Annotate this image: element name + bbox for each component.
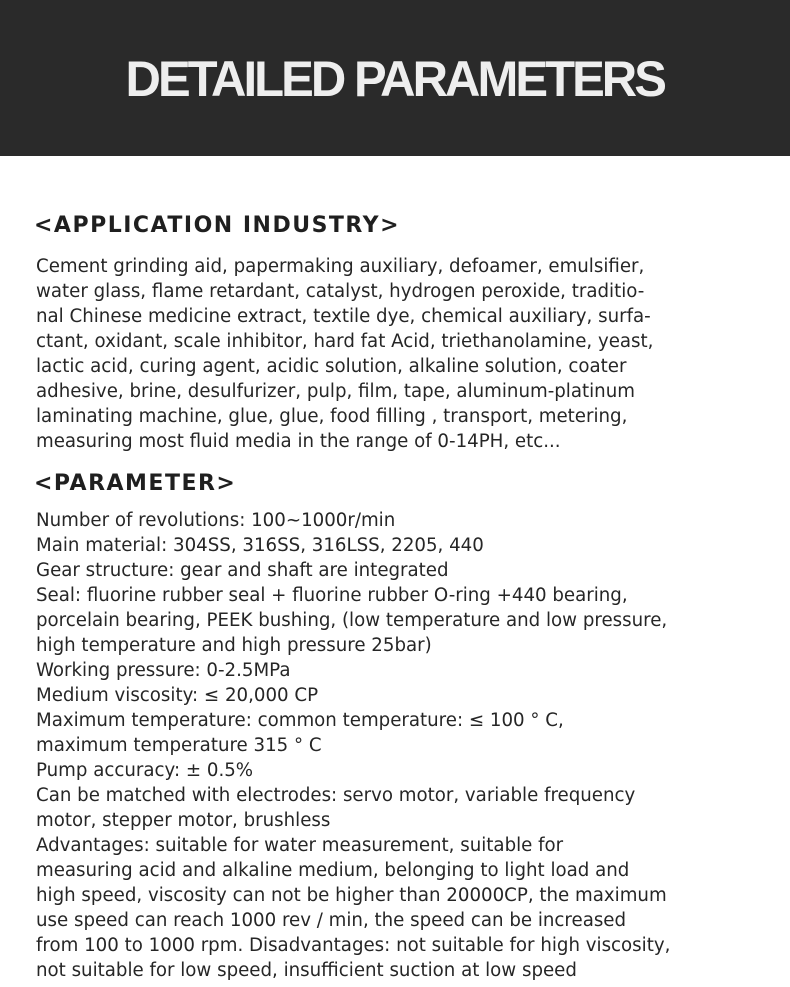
parameter-list bbox=[34, 508, 755, 983]
application-industry-text bbox=[34, 254, 755, 454]
parameter-line: Medium viscosity: ≤ 20,000 CP bbox=[36, 685, 319, 706]
application-line: nal Chinese medicine extract, textile dye, chemical auxiliary, surfa- bbox=[36, 306, 651, 327]
application-line: adhesive, brine, desulfurizer, pulp, film, tape, aluminum-platinum bbox=[36, 381, 635, 402]
content-area bbox=[0, 212, 790, 983]
application-line: measuring most fluid media in the range of 0-14PH, etc... bbox=[36, 431, 561, 452]
application-line: ctant, oxidant, scale inhibitor, hard fat Acid, triethanolamine, yeast, bbox=[36, 331, 654, 352]
parameter-line: Maximum temperature: common temperature: ≤ 100 ° C, bbox=[36, 710, 564, 731]
parameter-heading: <PARAMETER> bbox=[34, 471, 237, 496]
parameter-line: measuring acid and alkaline medium, belonging to light load and bbox=[36, 860, 630, 881]
parameter-line: motor, stepper motor, brushless bbox=[36, 810, 331, 831]
parameter-line: Advantages: suitable for water measurement, suitable for bbox=[36, 835, 564, 856]
parameter-line: Number of revolutions: 100~1000r/min bbox=[36, 510, 396, 531]
parameter-line: Gear structure: gear and shaft are integrated bbox=[36, 560, 449, 581]
parameter-line: maximum temperature 315 ° C bbox=[36, 735, 322, 756]
application-industry-heading: <APPLICATION INDUSTRY> bbox=[34, 213, 401, 238]
parameter-line: use speed can reach 1000 rev / min, the speed can be increased bbox=[36, 910, 627, 931]
application-line: Cement grinding aid, papermaking auxiliary, defoamer, emulsifier, bbox=[36, 256, 645, 277]
parameter-line: not suitable for low speed, insufficient suction at low speed bbox=[36, 960, 577, 981]
parameter-line: high speed, viscosity can not be higher than 20000CP, the maximum bbox=[36, 885, 667, 906]
application-line: lactic acid, curing agent, acidic solution, alkaline solution, coater bbox=[36, 356, 627, 377]
parameter-line: from 100 to 1000 rpm. Disadvantages: not suitable for high viscosity, bbox=[36, 935, 671, 956]
application-line: water glass, flame retardant, catalyst, hydrogen peroxide, traditio- bbox=[36, 281, 645, 302]
parameter-line: Pump accuracy: ± 0.5% bbox=[36, 760, 254, 781]
parameter-line: Seal: fluorine rubber seal + fluorine rubber O-ring +440 bearing, bbox=[36, 585, 628, 606]
parameter-line: Working pressure: 0-2.5MPa bbox=[36, 660, 291, 681]
application-line: laminating machine, glue, glue, food filling , transport, metering, bbox=[36, 406, 628, 427]
parameter-line: Can be matched with electrodes: servo motor, variable frequency bbox=[36, 785, 636, 806]
page-title: DETAILED PARAMETERS bbox=[125, 51, 665, 107]
parameter-line: porcelain bearing, PEEK bushing, (low temperature and low pressure, bbox=[36, 610, 668, 631]
header-banner bbox=[0, 0, 790, 156]
parameter-line: Main material: 304SS, 316SS, 316LSS, 2205, 440 bbox=[36, 535, 484, 556]
parameter-line: high temperature and high pressure 25bar) bbox=[36, 635, 432, 656]
